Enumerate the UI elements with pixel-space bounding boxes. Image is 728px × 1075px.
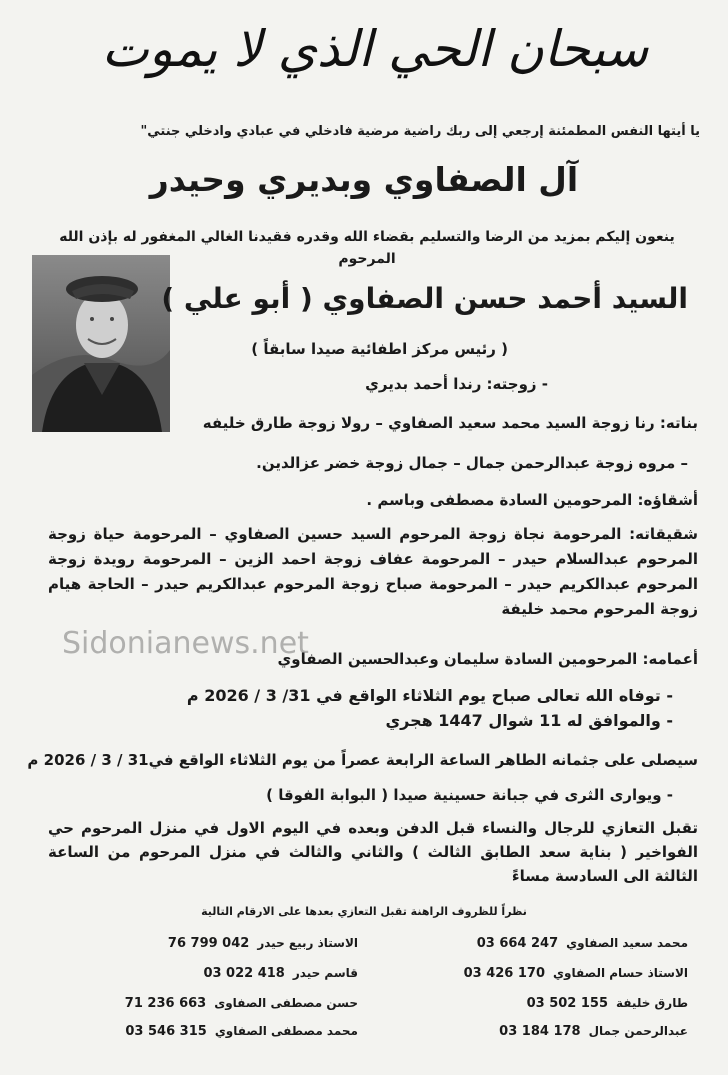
contacts-intro: نظراً للظروف الراهنة تقبل التعازي بعدها على الارقام التالية bbox=[201, 905, 527, 918]
contact-number: 76 799 042 bbox=[167, 936, 250, 951]
prayer-line: سيصلى على جثمانه الطاهر الساعة الرابعة عصراً من يوم الثلاثاء الواقع في31 / 3 / 2026 م bbox=[27, 751, 698, 769]
burial-line: - ويوارى الثرى في جبانة حسينية صيدا ( البوابة الفوقا ) bbox=[266, 786, 673, 804]
contact-number: 03 022 418 bbox=[203, 966, 285, 981]
wife-line: - زوجته: رندا أحمد بديري bbox=[365, 375, 548, 393]
contact-number: 03 664 247 bbox=[476, 936, 559, 951]
daughters-line-2: – مروه زوجة عبدالرحمن جمال – جمال زوجة خضر عزالدين. bbox=[256, 454, 688, 472]
contact-entry: طارق خليفة 03 502 155 bbox=[526, 996, 688, 1011]
deceased-name: السيد أحمد حسن الصفاوي ( أبو علي ) bbox=[161, 282, 688, 315]
quran-verse: يا أيتها النفس المطمئنة إرجعي إلى ربك راضية مرضية فادخلي في عبادي وادخلي جنتي" bbox=[140, 124, 700, 139]
contact-entry: الاستاذ ربيع حيدر 76 799 042 bbox=[167, 936, 358, 951]
announcement-text: ينعون إليكم بمزيد من الرضا والتسليم بقضاء الله وقدره فقيدنا الغالي المغفور له بإذن الله المرحوم bbox=[59, 229, 675, 267]
deceased-photo bbox=[32, 255, 170, 432]
watermark: Sidonianews.net bbox=[62, 626, 309, 661]
calligraphy-heading: سبحان الحي الذي لا يموت bbox=[101, 20, 649, 78]
contact-number: 03 502 155 bbox=[526, 996, 609, 1011]
family-title: آل الصفاوي وبديري وحيدر bbox=[149, 160, 579, 199]
contact-entry: محمد مصطفى الصفاوي 03 546 315 bbox=[125, 1024, 358, 1039]
daughters-line-1: بناته: رنا زوجة السيد محمد سعيد الصفاوي – رولا زوجة طارق خليفه bbox=[202, 414, 698, 432]
condolences-paragraph: تقبل التعازي للرجال والنساء قبل الدفن وبعده في اليوم الاول في منزل المرحوم حي الفواخير ( بناية سعد الطابق الثالث ) والثاني والثالث في منزل المرحوم من الساعة الثالثة الى السادسة مساءً bbox=[48, 819, 698, 885]
contact-number: 03 546 315 bbox=[125, 1024, 207, 1039]
uncles-line: أعمامه: المرحومين السادة سليمان وعبدالحسين الصفاوي bbox=[277, 650, 698, 668]
hijri-date-line: - والموافق له 11 شوال 1447 هجري bbox=[385, 711, 673, 730]
sisters-paragraph: شقيقاته: المرحومة نجاة زوجة المرحوم السيد حسين الصفاوي – المرحومة حياة زوجة المرحوم عبدالسلام حيدر – المرحومة عفاف زوجة احمد الزين – المرحومة رويدة زوجة المرحوم عبدالكريم حيدر – المرحومة صباح زوجة المرحوم عبدالكريم حيدر – الحاجة هيام زوجة المرحوم محمد خليفة bbox=[48, 525, 698, 618]
contact-number: 03 426 170 bbox=[463, 966, 546, 981]
deceased-position: ( رئيس مركز اطفائية صيدا سابقاً ) bbox=[251, 340, 508, 358]
contact-entry: حسن مصطفى الصفاوى 71 236 663 bbox=[124, 996, 358, 1011]
contact-entry: عبدالرحمن جمال 03 184 178 bbox=[499, 1024, 688, 1039]
brothers-line: أشقاؤه: المرحومين السادة مصطفى وباسم . bbox=[366, 491, 698, 509]
contact-entry: محمد سعيد الصفاوي 03 664 247 bbox=[476, 936, 688, 951]
contact-number: 71 236 663 bbox=[124, 996, 207, 1011]
death-date-line: - توفاه الله تعالى صباح يوم الثلاثاء الواقع في 31/ 3 / 2026 م bbox=[186, 686, 673, 705]
contact-number: 03 184 178 bbox=[499, 1024, 581, 1039]
contact-entry: قاسم حيدر 03 022 418 bbox=[203, 966, 358, 981]
contact-entry: الاستاذ حسام الصفاوي 03 426 170 bbox=[463, 966, 688, 981]
